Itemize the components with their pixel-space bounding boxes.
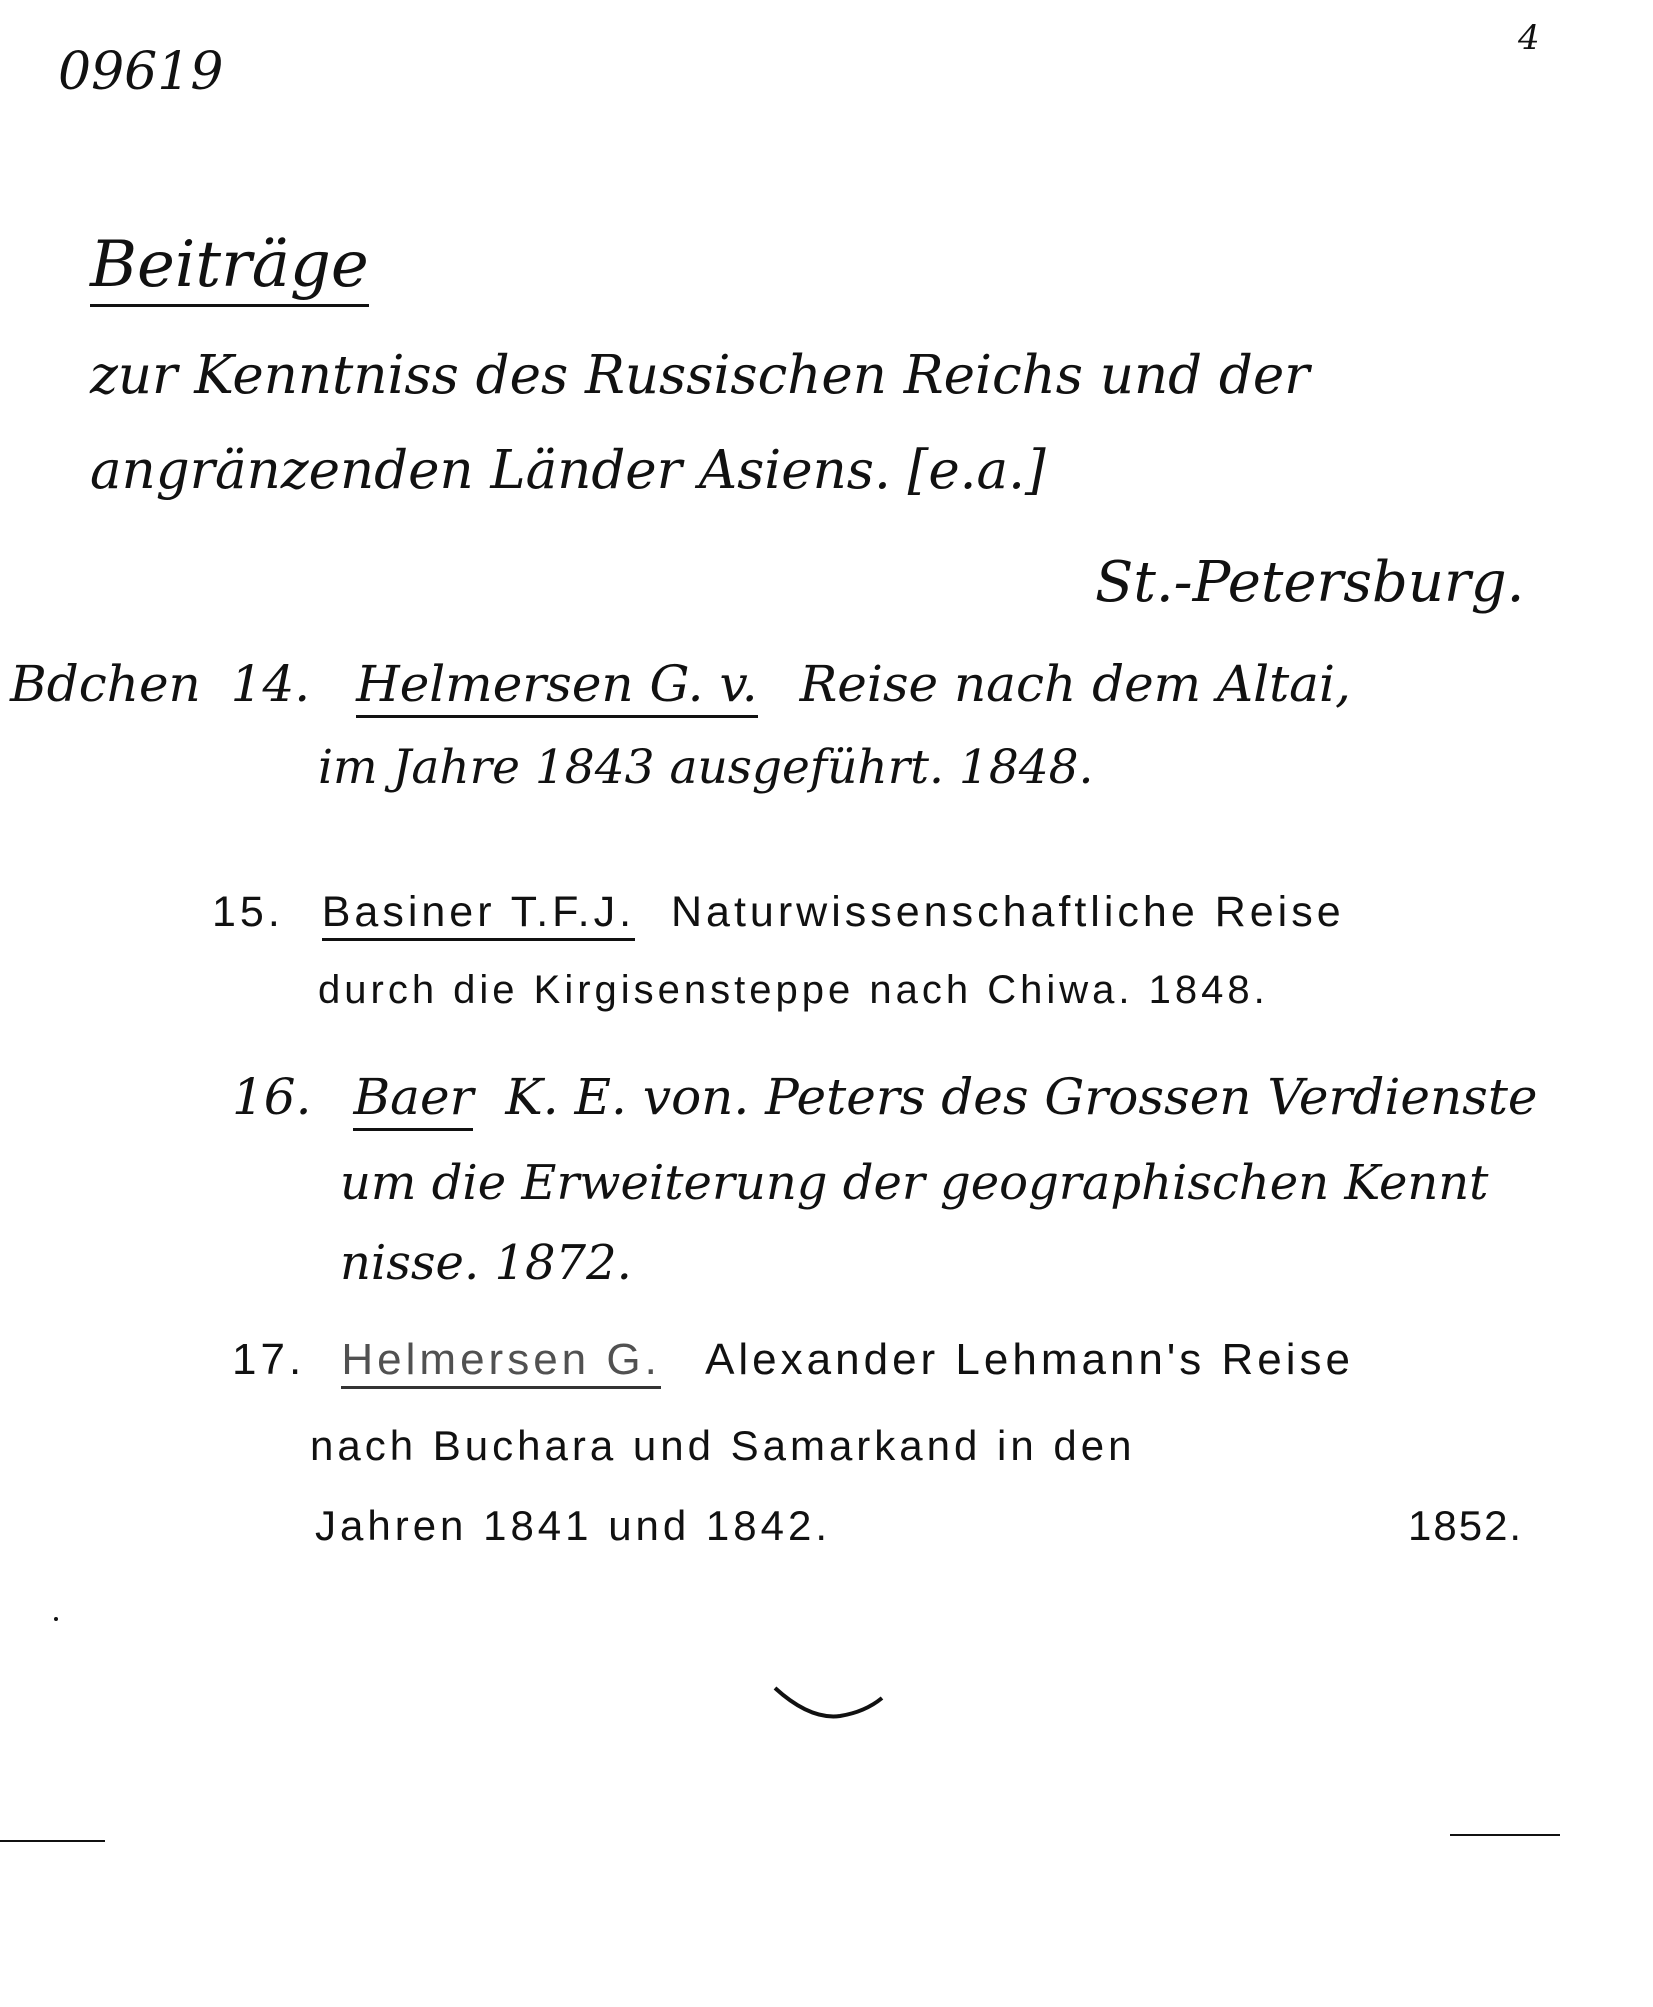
entry-14-prefix: Bdchen bbox=[10, 655, 201, 713]
closing-mark bbox=[770, 1680, 890, 1730]
entry-17-author: Helmersen G. bbox=[341, 1335, 660, 1389]
entry-16-line-2: um die Erweiterung der geographischen Kennt bbox=[340, 1155, 1489, 1211]
entry-17-title: Alexander Lehmann's Reise bbox=[705, 1335, 1355, 1384]
entry-16-author: Baer bbox=[353, 1068, 473, 1131]
subtitle-line-2: angränzenden Länder Asiens. [e.a.] bbox=[90, 440, 1046, 501]
entry-17-number: 17. bbox=[232, 1335, 306, 1384]
entry-14-author: Helmersen G. v. bbox=[356, 655, 758, 718]
publication-place: St.-Petersburg. bbox=[1095, 550, 1525, 615]
entry-17-line-1 bbox=[232, 1335, 1354, 1385]
entry-17-line-2: nach Buchara und Samarkand in den bbox=[310, 1422, 1136, 1469]
entry-14-title: Reise nach dem Altai, bbox=[799, 655, 1351, 713]
entry-14-line-2: im Jahre 1843 ausgeführt. 1848. bbox=[318, 740, 1094, 795]
corner-mark: 4 bbox=[1518, 18, 1540, 58]
entry-15-number: 15. bbox=[212, 888, 284, 936]
card-title: Beiträge bbox=[90, 228, 369, 307]
entry-16-title: K. E. von. Peters des Grossen Verdienste bbox=[505, 1068, 1538, 1126]
entry-16-line-1 bbox=[232, 1068, 1538, 1126]
entry-16-number: 16. bbox=[232, 1068, 312, 1126]
entry-17-line-3: Jahren 1841 und 1842. bbox=[315, 1502, 832, 1549]
entry-17-year: 1852. bbox=[1408, 1502, 1524, 1549]
stray-dot bbox=[54, 1617, 58, 1621]
entry-15-author: Basiner T.F.J. bbox=[322, 888, 635, 941]
bottom-right-rule bbox=[1450, 1834, 1560, 1836]
closing-mark-stroke bbox=[775, 1688, 882, 1716]
entry-14-line-1 bbox=[10, 655, 1351, 713]
catalog-number: 09619 bbox=[58, 42, 224, 102]
entry-15-title: Naturwissenschaftliche Reise bbox=[671, 888, 1345, 936]
entry-16-line-3: nisse. 1872. bbox=[340, 1235, 632, 1291]
entry-15-line-1 bbox=[212, 888, 1345, 937]
entry-15-line-2: durch die Kirgisensteppe nach Chiwa. 1848. bbox=[318, 968, 1269, 1012]
subtitle-line-1: zur Kenntniss des Russischen Reichs und der bbox=[90, 345, 1310, 406]
bottom-left-rule bbox=[0, 1840, 105, 1842]
entry-14-number: 14. bbox=[230, 655, 311, 713]
